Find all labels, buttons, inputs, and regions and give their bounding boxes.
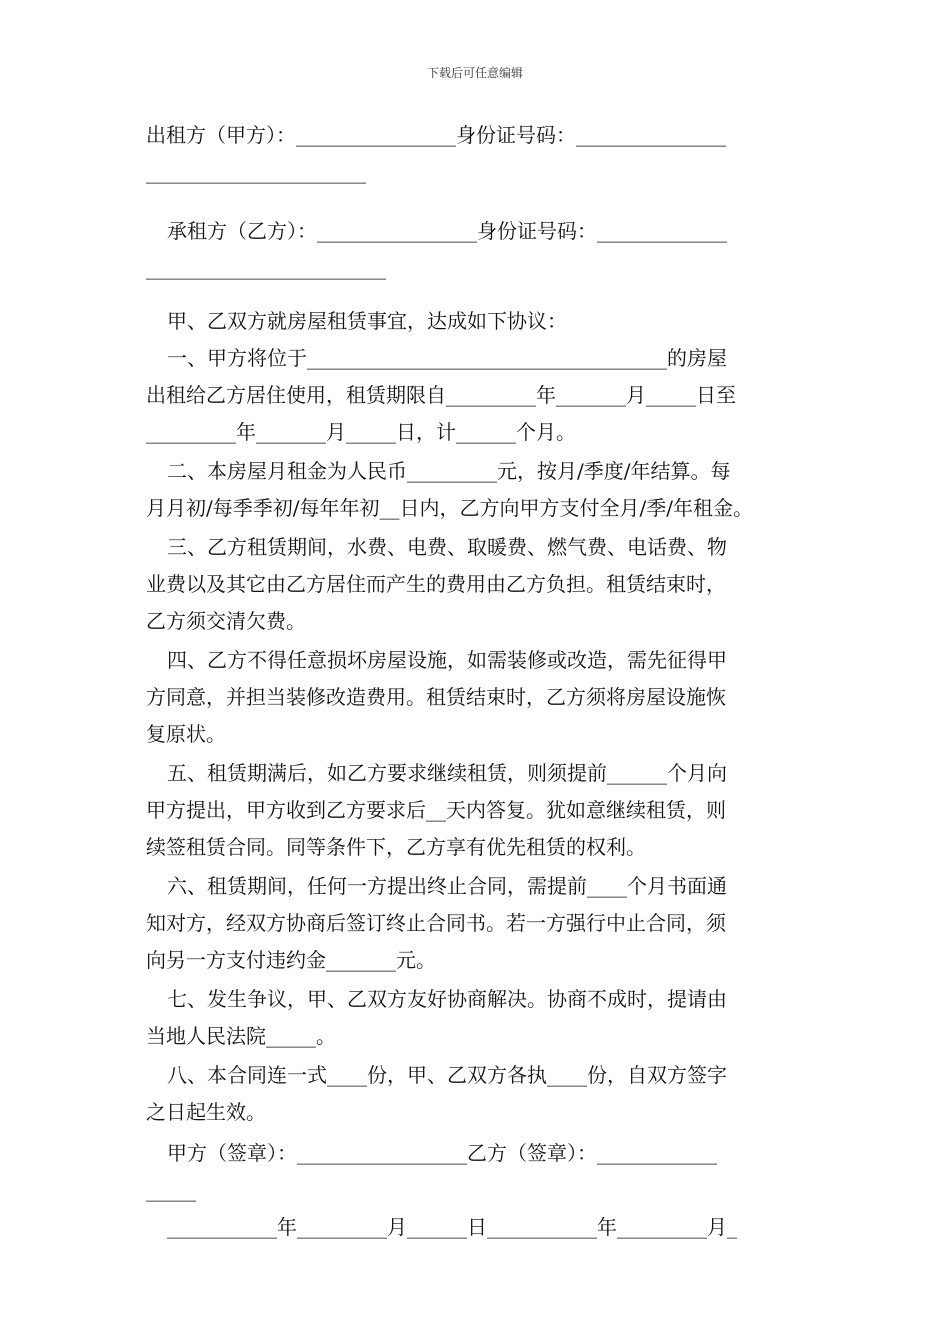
clause-2-line: 月月初/每季季初/每年年初__日内，乙方向甲方支付全月/季/年租金。 <box>146 496 753 520</box>
clause-6-line: 知对方，经双方协商后签订终止合同书。若一方强行中止合同，须 <box>146 911 726 935</box>
clause-3-line: 乙方须交清欠费。 <box>146 609 306 633</box>
lessor-line: 出租方（甲方）：________________身份证号码：_______________ <box>146 123 726 147</box>
clause-8-line: 八、本合同连一式____份，甲、乙双方各执____份，自双方签字 <box>167 1063 727 1087</box>
clause-3 <box>146 529 810 640</box>
clause-1-line: 一、甲方将位于____________________________________的房屋 <box>167 346 727 370</box>
lessee-line: 承租方（乙方）：________________身份证号码：_____________ <box>167 219 727 243</box>
clause-4-line: 复原状。 <box>146 722 226 746</box>
clause-5-line: 续签租赁合同。同等条件下，乙方享有优先租赁的权利。 <box>146 835 646 859</box>
clause-1 <box>146 340 810 451</box>
clause-6-line: 六、租赁期间，任何一方提出终止合同，需提前____个月书面通 <box>167 874 727 898</box>
contract-body <box>146 117 810 1246</box>
clause-7 <box>146 981 810 1055</box>
signature-date-line: ___________年_________月______日___________年_________月_ <box>167 1215 737 1239</box>
agreement-intro: 甲、乙双方就房屋租赁事宜，达成如下协议： <box>167 309 567 333</box>
clause-5 <box>146 755 810 866</box>
clause-1-line: _________年_______月_____日，计______个月。 <box>146 420 576 444</box>
clause-4-line: 四、乙方不得任意损坏房屋设施，如需装修或改造，需先征得甲 <box>167 648 727 672</box>
clause-3-line: 业费以及其它由乙方居住而产生的费用由乙方负担。租赁结束时， <box>146 572 726 596</box>
page-header-note: 下载后可任意编辑 <box>426 66 523 80</box>
lessee-line-continued: ________________________ <box>146 256 386 280</box>
clause-8-line: 之日起生效。 <box>146 1100 266 1124</box>
clause-6-line: 向另一方支付违约金_______元。 <box>146 948 436 972</box>
clause-8 <box>146 1057 810 1131</box>
clause-1-line: 出租给乙方居住使用，租赁期限自_________年_______月_____日至 <box>146 383 736 407</box>
clause-4-line: 方同意，并担当装修改造费用。租赁结束时，乙方须将房屋设施恢 <box>146 685 726 709</box>
clause-7-line: 七、发生争议，甲、乙双方友好协商解决。协商不成时，提请由 <box>167 987 727 1011</box>
clause-3-line: 三、乙方租赁期间，水费、电费、取暖费、燃气费、电话费、物 <box>167 535 727 559</box>
clause-5-line: 甲方提出，甲方收到乙方要求后__天内答复。犹如意继续租赁，则 <box>146 798 726 822</box>
signature-line: 甲方（签章）：_________________乙方（签章）：____________ <box>167 1141 717 1165</box>
signature-block <box>146 1135 810 1246</box>
clause-2 <box>146 453 810 527</box>
clause-5-line: 五、租赁期满后，如乙方要求继续租赁，则须提前______个月向 <box>167 761 727 785</box>
clause-7-line: 当地人民法院_____。 <box>146 1024 336 1048</box>
clause-2-line: 二、本房屋月租金为人民币_________元，按月/季度/年结算。每 <box>167 459 731 483</box>
clause-6 <box>146 868 810 979</box>
signature-line-continued: _____ <box>146 1178 196 1202</box>
lessor-line-continued: ______________________ <box>146 160 366 184</box>
clause-4 <box>146 642 810 753</box>
